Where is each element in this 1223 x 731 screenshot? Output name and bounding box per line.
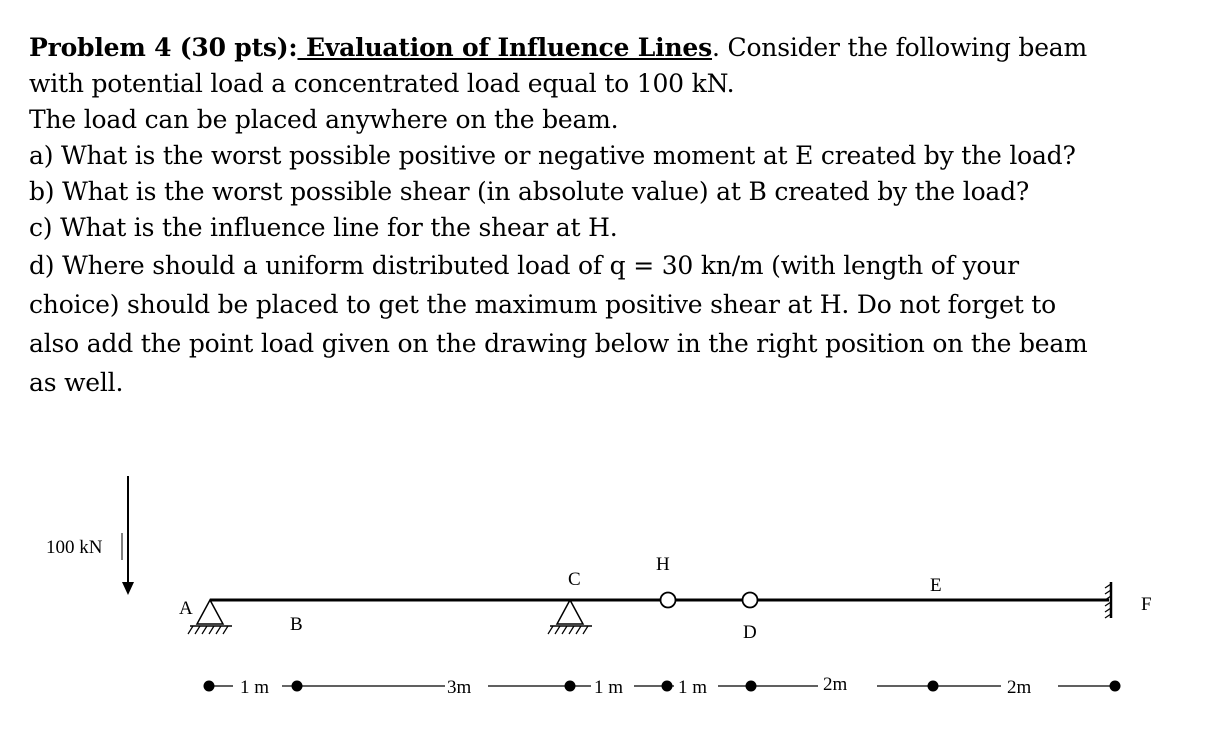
dim-node-c (565, 681, 576, 692)
dim-label-bc: 3m (447, 677, 472, 698)
question-d-line-2: choice) should be placed to get the maximum positive shear at H. Do not forget to (29, 290, 1057, 319)
label-f: F (1141, 594, 1152, 615)
dim-label-ab: 1 m (240, 677, 270, 698)
load-label: 100 kN (46, 537, 103, 558)
problem-line-2: with potential load a concentrated load equal to 100 kN. (29, 69, 735, 98)
dim-label-hd: 1 m (678, 677, 708, 698)
label-h: H (656, 554, 670, 575)
dim-label-ch: 1 m (594, 677, 624, 698)
label-e: E (930, 575, 942, 596)
pin-support-a (188, 600, 232, 634)
support-c (548, 600, 592, 634)
dim-node-h (662, 681, 673, 692)
label-b: B (290, 614, 303, 635)
hinge-h (661, 593, 676, 608)
problem-heading: Problem 4 (30 pts): (29, 33, 298, 62)
dim-label-de: 2m (823, 674, 848, 695)
label-c: C (568, 569, 581, 590)
question-b: b) What is the worst possible shear (in absolute value) at B created by the load? (29, 177, 1030, 206)
question-d-line-3: also add the point load given on the drawing below in the right position on the beam (29, 329, 1088, 358)
dim-node-a (204, 681, 215, 692)
question-d-line-4: as well. (29, 368, 124, 397)
problem-title: Evaluation of Influence Lines (297, 33, 713, 62)
dim-node-d (746, 681, 757, 692)
question-d-line-1: d) Where should a uniform distributed load of q = 30 kn/m (with length of your (29, 251, 1019, 280)
problem-line-3: The load can be placed anywhere on the beam. (29, 105, 619, 134)
question-c: c) What is the influence line for the shear at H. (29, 213, 618, 242)
dim-label-ef: 2m (1007, 677, 1032, 698)
problem-intro: . Consider the following beam (712, 33, 1088, 62)
dim-node-f (1110, 681, 1121, 692)
hinge-d (743, 593, 758, 608)
point-load-arrow (122, 476, 134, 595)
dim-node-b (292, 681, 303, 692)
question-a: a) What is the worst possible positive or negative moment at E created by the load? (29, 141, 1076, 170)
label-d: D (743, 622, 757, 643)
dim-node-e (928, 681, 939, 692)
label-a: A (179, 598, 193, 619)
